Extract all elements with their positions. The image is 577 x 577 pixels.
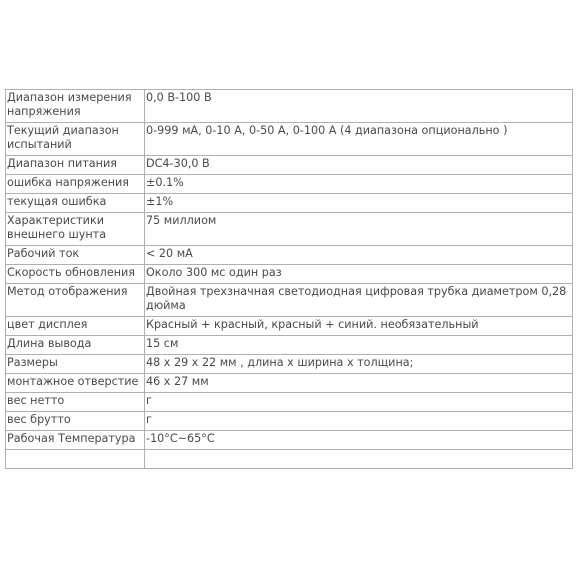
spec-label: цвет дисплея [6,317,145,336]
table-row [6,123,573,156]
spec-label: Рабочая Температура [6,431,145,450]
spec-value: ±0.1% [145,175,573,194]
spec-value: 46 x 27 мм [145,374,573,393]
spec-label: Скорость обновления [6,265,145,284]
spec-value: < 20 мА [145,246,573,265]
table-row [6,431,573,450]
spec-label: Рабочий ток [6,246,145,265]
spec-label: Текущий диапазон испытаний [6,123,145,156]
spec-label: монтажное отверстие [6,374,145,393]
spec-label: текущая ошибка [6,194,145,213]
table-row [6,194,573,213]
table-row [6,284,573,317]
spec-label: Диапазон питания [6,156,145,175]
table-row [6,265,573,284]
spec-value: г [145,412,573,431]
table-row [6,336,573,355]
table-row [6,412,573,431]
table-row [6,317,573,336]
spec-label: вес нетто [6,393,145,412]
spec-value: ±1% [145,194,573,213]
spec-value: -10°C~65°C [145,431,573,450]
spec-value: 15 см [145,336,573,355]
spec-label [6,450,145,469]
spec-value: 75 миллиом [145,213,573,246]
spec-value: 48 x 29 x 22 мм , длина x ширина x толщина; [145,355,573,374]
spec-value: 0-999 мА, 0-10 А, 0-50 А, 0-100 А (4 диапазона опционально ) [145,123,573,156]
spec-value: Двойная трехзначная светодиодная цифровая трубка диаметром 0,28 дюйма [145,284,573,317]
table-row [6,355,573,374]
spec-value: Около 300 мс один раз [145,265,573,284]
spec-label: Размеры [6,355,145,374]
table-row [6,156,573,175]
spec-label: вес брутто [6,412,145,431]
table-row [6,246,573,265]
table-row [6,213,573,246]
spec-label: Длина вывода [6,336,145,355]
spec-value: г [145,393,573,412]
table-row-empty [6,450,573,469]
spec-value: DC4-30,0 В [145,156,573,175]
spec-value [145,450,573,469]
spec-value: Красный + красный, красный + синий. необязательный [145,317,573,336]
spec-label: Метод отображения [6,284,145,317]
table-row [6,90,573,123]
table-row [6,374,573,393]
table-row [6,175,573,194]
table-row [6,393,573,412]
spec-label: ошибка напряжения [6,175,145,194]
spec-value: 0,0 В-100 В [145,90,573,123]
spec-table [5,89,573,469]
spec-label: Характеристики внешнего шунта [6,213,145,246]
spec-label: Диапазон измерения напряжения [6,90,145,123]
